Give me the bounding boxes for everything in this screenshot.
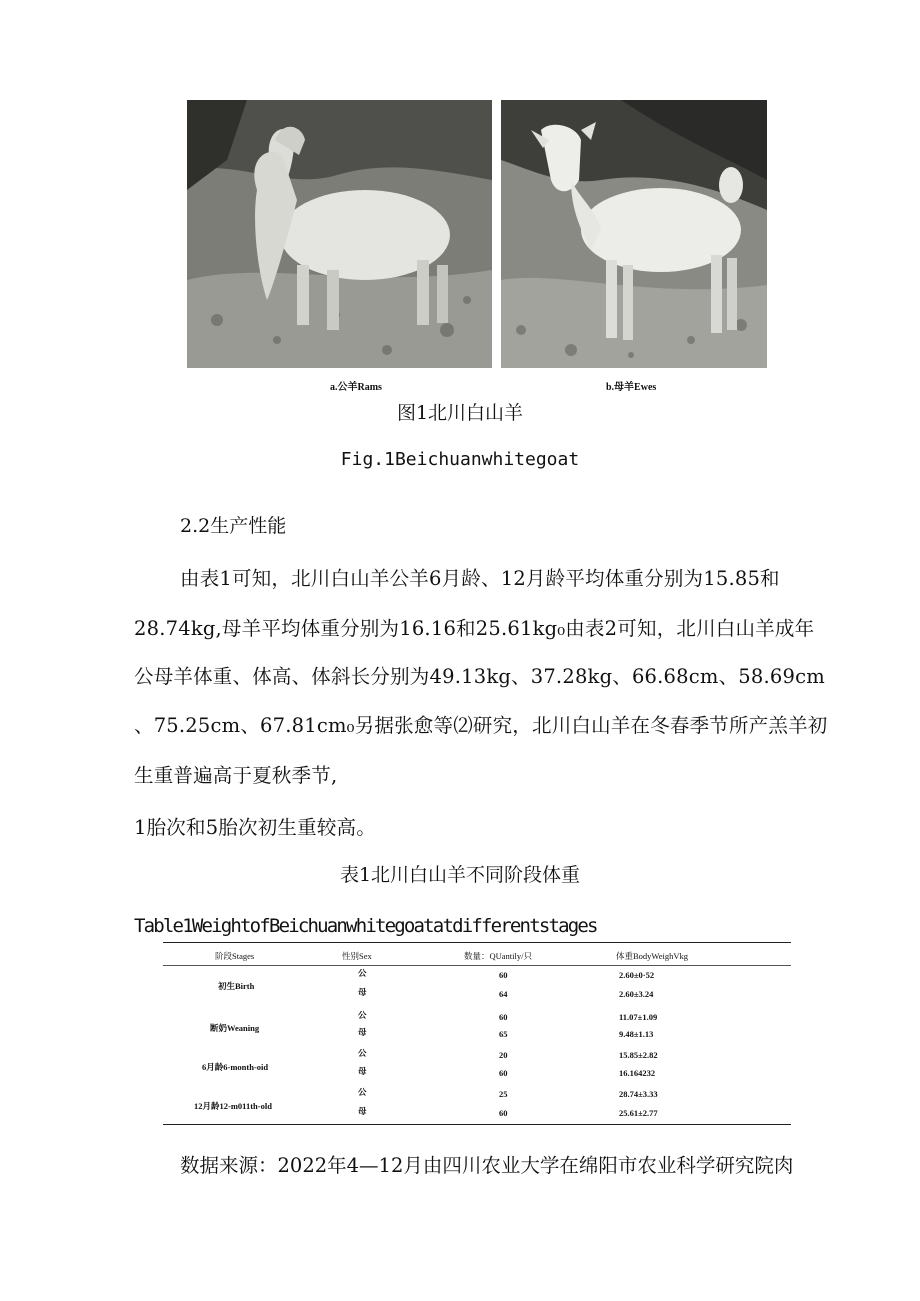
table-bottom-rule	[163, 1124, 791, 1125]
table-count-cell: 20	[499, 1050, 508, 1060]
table-stage-cell: 初生Birth	[218, 981, 255, 991]
table-count-cell: 60	[499, 1108, 508, 1118]
table-title-en: Table1WeightofBeichuanwhitegoatatdifferentstages	[134, 915, 597, 937]
table-header-weight: 体重BodyWeighVkg	[616, 951, 689, 961]
table-count-cell: 25	[499, 1089, 508, 1099]
paragraph-line: 生重普遍高于夏秋季节,	[134, 764, 338, 787]
table-stage-cell: 6月龄6-month-oid	[202, 1062, 269, 1072]
table-sex-cell: 公	[358, 1010, 367, 1020]
table-weight-cell: 11.07±1.09	[619, 1012, 658, 1022]
table-title-cn: 表1北川白山羊不同阶段体重	[339, 864, 581, 886]
table-sex-cell: 公	[358, 1048, 367, 1058]
table-sex-cell: 母	[358, 1066, 367, 1076]
paragraph-line: 、75.25cm、67.81cm₀另据张愈等⑵研究，北川白山羊在冬春季节所产羔羊初	[134, 714, 828, 737]
table-sex-cell: 母	[358, 1027, 367, 1037]
table-weight-cell: 2.60±0·52	[619, 970, 655, 980]
table-weight-cell: 2.60±3.24	[619, 989, 654, 999]
photo-a-caption: a.公羊Rams	[330, 382, 382, 393]
table-sex-cell: 母	[358, 987, 367, 997]
table-sex-cell: 公	[358, 1087, 367, 1097]
photo-b-caption: b.母羊Ewes	[606, 382, 657, 393]
ram-photo	[187, 100, 492, 368]
table-weight-cell: 16.164232	[619, 1068, 656, 1078]
ewe-photo	[501, 100, 767, 368]
table-stage-cell: 断奶Weaning	[210, 1023, 260, 1033]
ram-image	[187, 100, 492, 368]
table-top-rule	[163, 942, 791, 943]
table-sex-cell: 公	[358, 968, 367, 978]
section-heading: 2.2生产性能	[180, 515, 287, 537]
table-header-sex: 性别Sex	[342, 951, 372, 961]
data-source-line: 数据来源：2022年4—12月由四川农业大学在绵阳市农业科学研究院肉	[180, 1154, 794, 1177]
paragraph-line: 由表1可知，北川白山羊公羊6月龄、12月龄平均体重分别为15.85和	[180, 567, 780, 590]
table-count-cell: 64	[499, 989, 508, 999]
table-stage-cell: 12月龄12-m011th-old	[194, 1101, 272, 1111]
table-weight-cell: 28.74±3.33	[619, 1089, 658, 1099]
table-weight-cell: 25.61±2.77	[619, 1108, 658, 1118]
table-weight-cell: 15.85±2.82	[619, 1050, 658, 1060]
figure-title-en: Fig.1Beichuanwhitegoat	[340, 449, 580, 470]
table-sex-cell: 母	[358, 1106, 367, 1116]
table-header-count: 数量：QUantily/只	[464, 951, 532, 961]
table-count-cell: 60	[499, 1012, 508, 1022]
figure-title-cn: 图1北川白山羊	[396, 402, 524, 424]
paragraph-line: 1胎次和5胎次初生重较高。	[134, 816, 376, 839]
table-count-cell: 65	[499, 1029, 508, 1039]
table-count-cell: 60	[499, 1068, 508, 1078]
paragraph-line: 公母羊体重、体高、体斜长分别为49.13kg、37.28kg、66.68cm、58.69cm	[134, 665, 825, 688]
ewe-image	[501, 100, 767, 368]
table-header-stage: 阶段Stages	[215, 951, 255, 961]
table-weight-cell: 9.48±1.13	[619, 1029, 654, 1039]
paragraph-line: 28.74kg,母羊平均体重分别为16.16和25.61kg₀由表2可知，北川白山羊成年	[134, 617, 815, 640]
table-header-rule	[163, 965, 791, 966]
table-count-cell: 60	[499, 970, 508, 980]
